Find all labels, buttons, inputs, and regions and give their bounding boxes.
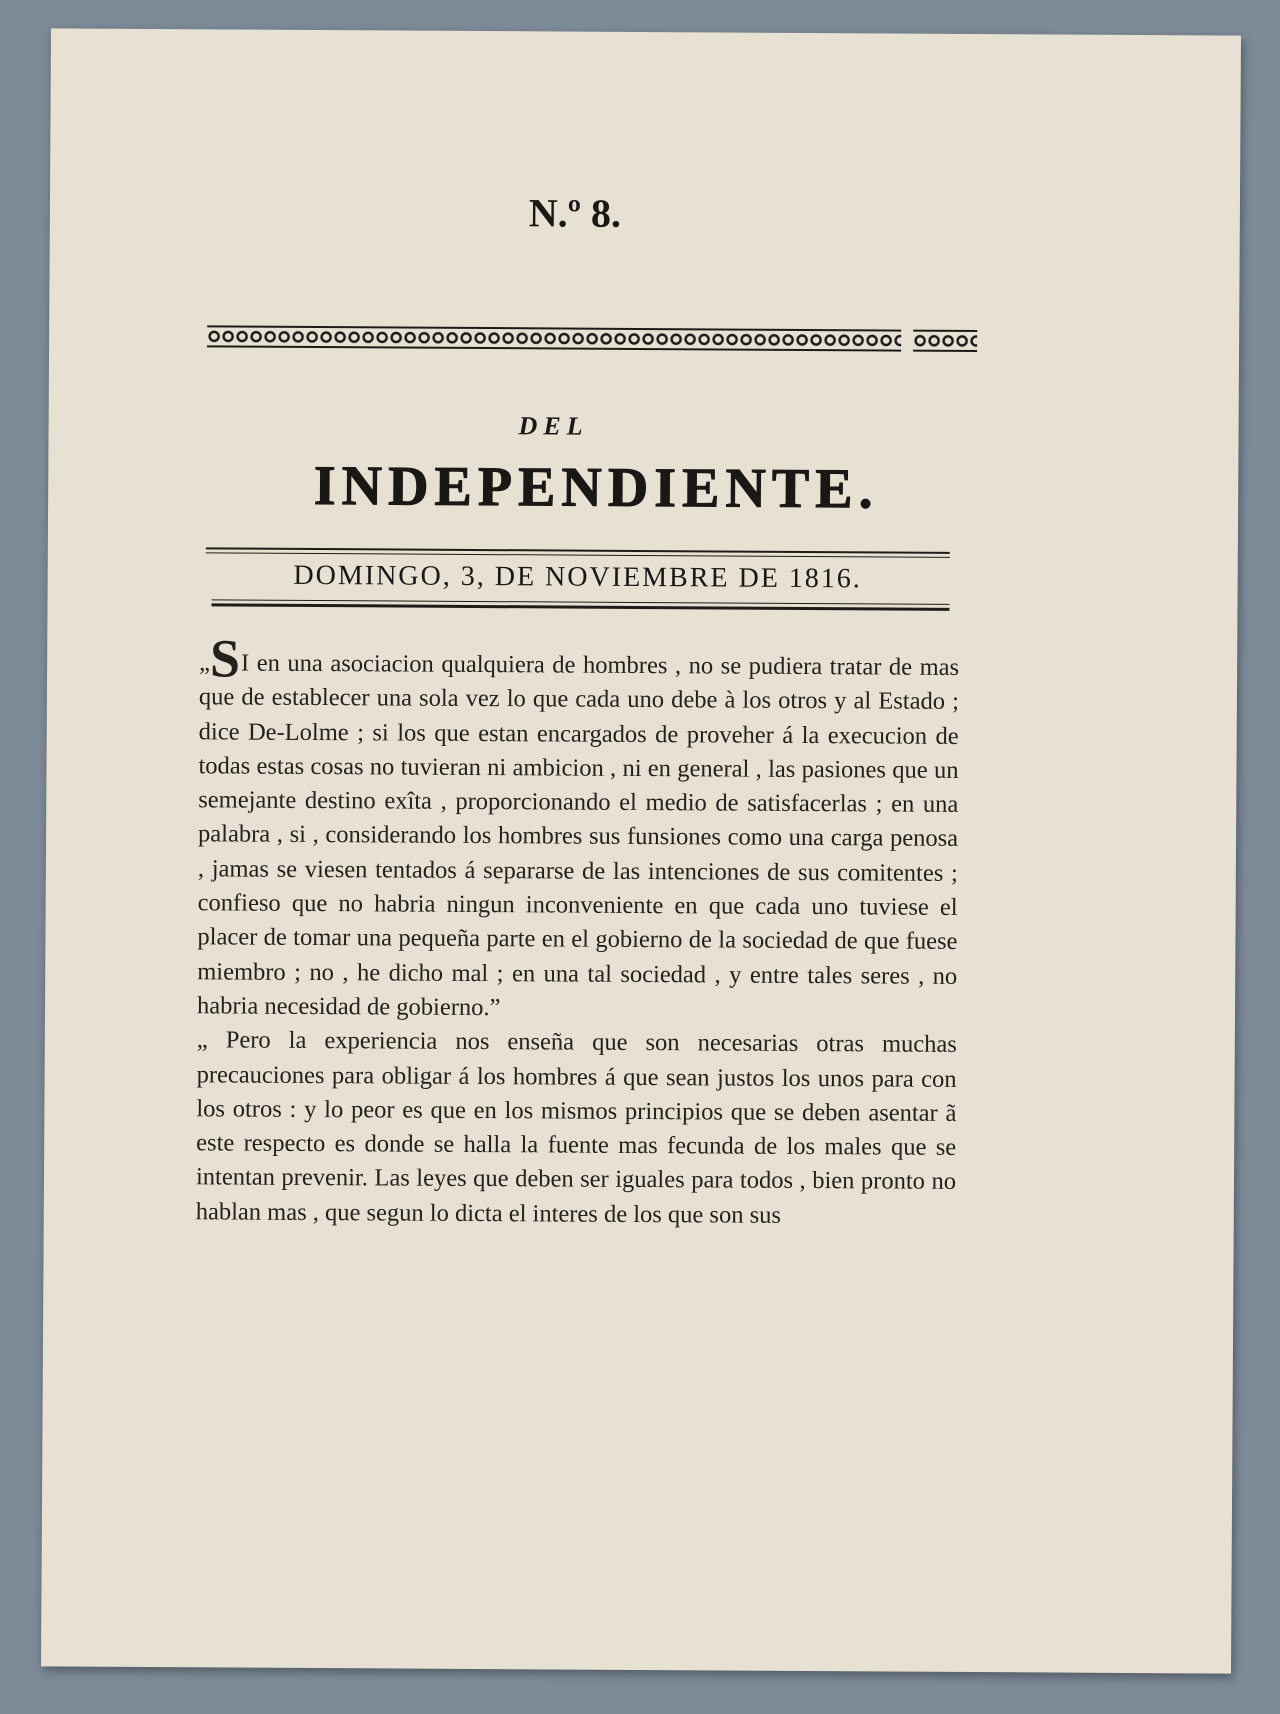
- issue-number: N.º 8.: [528, 190, 622, 236]
- masthead-del: DEL: [518, 411, 589, 441]
- issue-date: DOMINGO, 3, DE NOVIEMBRE DE 1816.: [293, 559, 862, 595]
- ornament-strip-long: [207, 325, 901, 351]
- article-body: [195, 628, 960, 1234]
- ornamental-border: [207, 325, 977, 350]
- paragraph-1: [196, 628, 960, 1028]
- date-rule-bottom: [211, 599, 949, 611]
- drop-cap: S: [209, 628, 241, 689]
- ornament-strip-short: [913, 330, 977, 352]
- date-rule-top: [206, 547, 950, 558]
- newspaper-page: [41, 28, 1241, 1673]
- opening-quote: „: [199, 649, 211, 677]
- paragraph-2: „ Pero la experiencia nos enseña que son necesarias otras muchas precauciones para obligar á los hombres á que sean justos los unos para con los otros : y lo peor es que en los mismos principios que se deben asentar ã este respecto es donde se halla la fuente mas fecunda de los males que se intentan prevenir. Las leyes que deben ser iguales para todos , bien pronto no hablan mas , que segun lo dicta el interes de los que son sus: [195, 1026, 957, 1229]
- masthead-title: INDEPENDIENTE.: [313, 454, 879, 521]
- paragraph-1-text: I en una asociacion qualquiera de hombres , no se pudiera tratar de mas que de establecer una sola vez lo que cada uno debe à los otros y al Estado ; dice De-Lolme ; si los que estan encargados de proveher á la execucion de todas estas cosas no tuvieran ni ambicion , ni en general , las pasiones que un semejante destino exîta , proporcionando el medio de satisfacerlas ; en una palabra , si , considerando los hombres sus funsiones como una carga penosa , jamas se viesen tentados á separarse de las intenciones de sus comitentes ; confieso que no habria ningun inconveniente en que cada uno tuviese el placer de tomar una pequeña parte en el gobierno de la sociedad de que fuese miembro ; no , he dicho mal ; en una tal sociedad , y entre tales seres , no habria necesidad de gobierno.”: [196, 649, 960, 1022]
